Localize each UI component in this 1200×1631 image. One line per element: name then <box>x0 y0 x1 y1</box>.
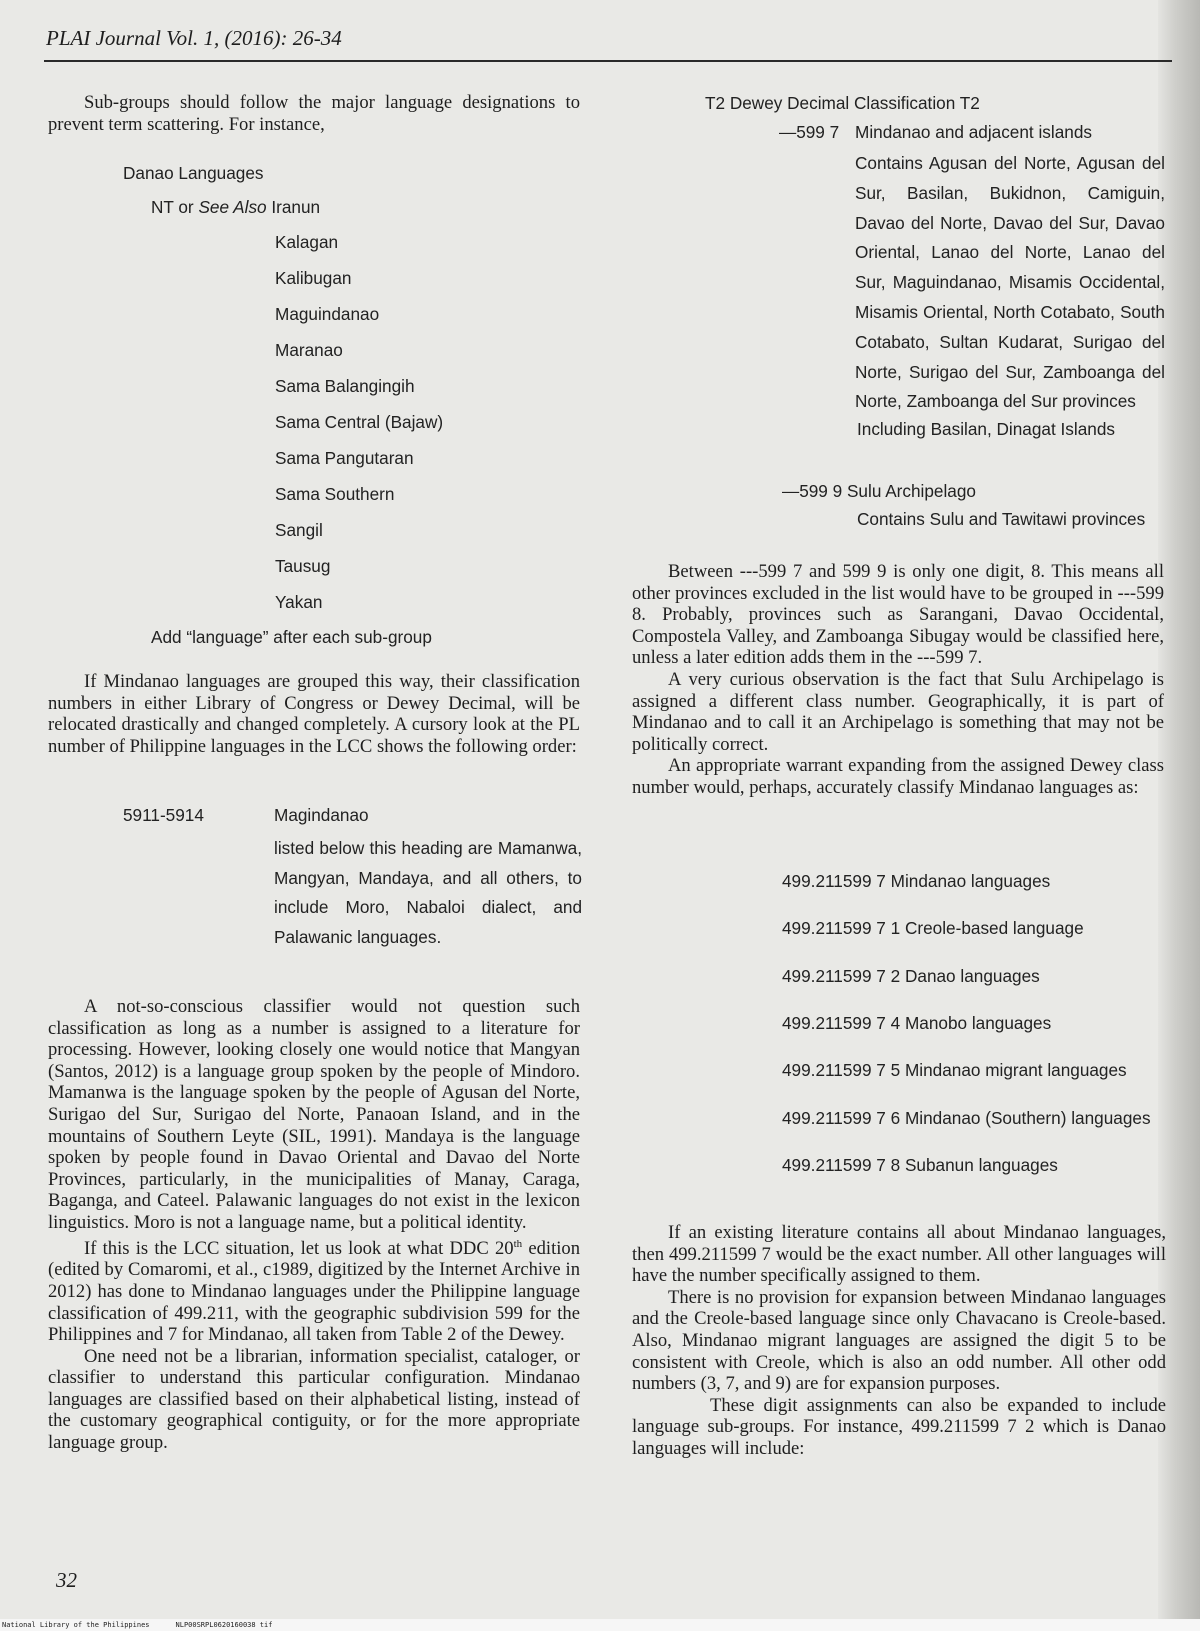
lcc-range: 5911-5914 <box>123 805 204 825</box>
paragraph: Between ---599 7 and 599 9 is only one digit, 8. This means all other provinces excluded in the list would have to be grouped in ---599 8. Probably, provinces such as Sarangani, Davao Occidental, Compostela Valley, and Zamboanga Sibugay would be classified here, unless a later edition adds them in the ---599 7. <box>632 561 1164 669</box>
lcc-note: listed below this heading are Mamanwa, Mangyan, Mandaya, and all others, to include Moro, Nabaloi dialect, and Palawanic languages. <box>274 838 582 947</box>
left-p1 <box>48 671 580 757</box>
p3-text: If this is the LCC situation, let us look at what DDC 20 <box>84 1237 514 1259</box>
paragraph: An appropriate warrant expanding from the assigned Dewey class number would, perhaps, accurately classify Mindanao languages as: <box>632 755 1164 798</box>
danao-item: Maranao <box>275 340 343 360</box>
paragraph: If an existing literature contains all about Mindanao languages, then 499.211599 7 would be the exact number. All other languages will have the number specifically assigned to them. <box>632 1222 1166 1287</box>
danao-item: Tausug <box>275 556 331 576</box>
intro-paragraph: Sub-groups should follow the major language designations to prevent term scattering. For instance, <box>48 92 580 135</box>
danao-item: Sama Central (Bajaw) <box>275 412 444 432</box>
t2-including-5997: Including Basilan, Dinagat Islands <box>857 419 1115 439</box>
left-intro <box>48 92 580 135</box>
danao-item: Sama Pangutaran <box>275 448 414 468</box>
paragraph: A not-so-conscious classifier would not question such classification as long as a number is assigned to a literature for processing. However, looking closely one would notice that Mangyan (Santos, 2012) is a language group spoken by the people of Mindoro. Mamanwa is the language spoken by the people of Agusan del Norte, Surigao del Sur, Surigao del Norte, Panaoan Island, and in the mountains of Southern Leyte (SIL, 1991). Mandaya is the language spoken by people found in Davao Oriental and Davao del Norte Provinces, particularly, in the municipalities of Manay, Caraga, Baganga, and Cateel. Palawanic languages do not exist in the lexicon linguistics. Moro is not a language name, but a political identity. <box>48 996 580 1233</box>
nt-prefix: NT or <box>151 197 199 217</box>
danao-item: Maguindanao <box>275 304 380 324</box>
p3-superscript: th <box>513 1237 523 1250</box>
t2-name-5997: Mindanao and adjacent islands <box>855 122 1092 142</box>
danao-item: Kalagan <box>275 232 339 252</box>
right-body-2 <box>632 1222 1166 1460</box>
danao-title: Danao Languages <box>123 163 264 183</box>
paragraph: One need not be a librarian, information specialist, cataloger, or classifier to understand this particular configuration. Mindanao languages are classified based on their alphabetical listing, instead of the customary geographical contiguity, or for the more appropriate language group. <box>48 1345 580 1454</box>
class-number-line: 499.211599 7 1 Creole-based language <box>782 918 1084 938</box>
class-number-line: 499.211599 7 Mindanao languages <box>782 871 1051 891</box>
class-number-line: 499.211599 7 2 Danao languages <box>782 966 1040 986</box>
paragraph: A very curious observation is the fact that Sulu Archipelago is assigned a different class number. Geographically, it is part of Mindanao and to call it an Archipelago is something that may not be politically correct. <box>632 668 1164 755</box>
paragraph: There is no provision for expansion between Mindanao languages and the Creole-based language since only Chavacano is Creole-based. Also, Mindanao migrant languages are assigned the digit 5 to be consistent with Creole, which is also an odd number. All other odd numbers (3, 7, and 9) are for expansion purposes. <box>632 1286 1166 1395</box>
danao-nt-line <box>151 197 320 218</box>
danao-item: Sangil <box>275 520 323 540</box>
header-rule <box>44 60 1172 62</box>
danao-item: Sama Southern <box>275 484 395 504</box>
t2-line-5999: —599 9 Sulu Archipelago <box>782 481 976 501</box>
footer-library: National Library of the Philippines <box>2 1621 150 1629</box>
nt-see-also: See Also <box>198 197 267 217</box>
t2-code-5997: —599 7 <box>779 122 840 142</box>
danao-item: Sama Balangingih <box>275 376 415 396</box>
danao-item: Kalibugan <box>275 268 352 288</box>
running-header: PLAI Journal Vol. 1, (2016): 26-34 <box>46 26 342 50</box>
t2-contains-5997: Contains Agusan del Norte, Agusan del Sur, Basilan, Bukidnon, Camiguin, Davao del Norte, Davao del Sur, Davao Oriental, Lanao del Norte, Lanao del Sur, Maguindanao, Misamis Occidental, Misamis Oriental, North Cotabato, South Cotabato, Sultan Kudarat, Surigao del Norte, Surigao del Sur, Zamboanga del Norte, Zamboanga del Sur provinces <box>855 153 1165 412</box>
lcc-heading: Magindanao <box>274 805 369 825</box>
left-body <box>48 996 580 1454</box>
footer-file: NLP00SRPL0620160038 tif <box>175 1621 273 1629</box>
paragraph: These digit assignments can also be expanded to include language sub-groups. For instance, 499.211599 7 2 which is Danao languages will include: <box>632 1394 1166 1459</box>
p3-text-cont: edition (edited by Comaromi, et al., c1989, digitized by the Internet Archive in 2012) has done to Mindanao languages under the Philippine language classification of 499.211, with the geographic subdivision 599 for the Philippines and 7 for Mindanao, all taken from Table 2 of the Dewey. <box>48 1237 580 1346</box>
class-number-line: 499.211599 7 4 Manobo languages <box>782 1013 1052 1033</box>
scan-footer <box>2 1619 298 1631</box>
class-number-line: 499.211599 7 8 Subanun languages <box>782 1155 1058 1175</box>
class-number-line: 499.211599 7 5 Mindanao migrant languages <box>782 1060 1127 1080</box>
t2-title: T2 Dewey Decimal Classification T2 <box>705 93 980 113</box>
danao-note: Add “language” after each sub-group <box>151 627 432 647</box>
t2-contains-5999: Contains Sulu and Tawitawi provinces <box>857 509 1146 529</box>
right-body-1 <box>632 561 1164 799</box>
paragraph <box>48 1234 580 1346</box>
paragraph: If Mindanao languages are grouped this way, their classification numbers in either Library of Congress or Dewey Decimal, will be relocated drastically and changed completely. A cursory look at the PL number of Philippine languages in the LCC shows the following order: <box>48 671 580 757</box>
nt-first: Iranun <box>266 197 321 217</box>
page-number: 32 <box>56 1568 77 1592</box>
class-number-line: 499.211599 7 6 Mindanao (Southern) languages <box>782 1108 1151 1128</box>
danao-item: Yakan <box>275 592 323 612</box>
